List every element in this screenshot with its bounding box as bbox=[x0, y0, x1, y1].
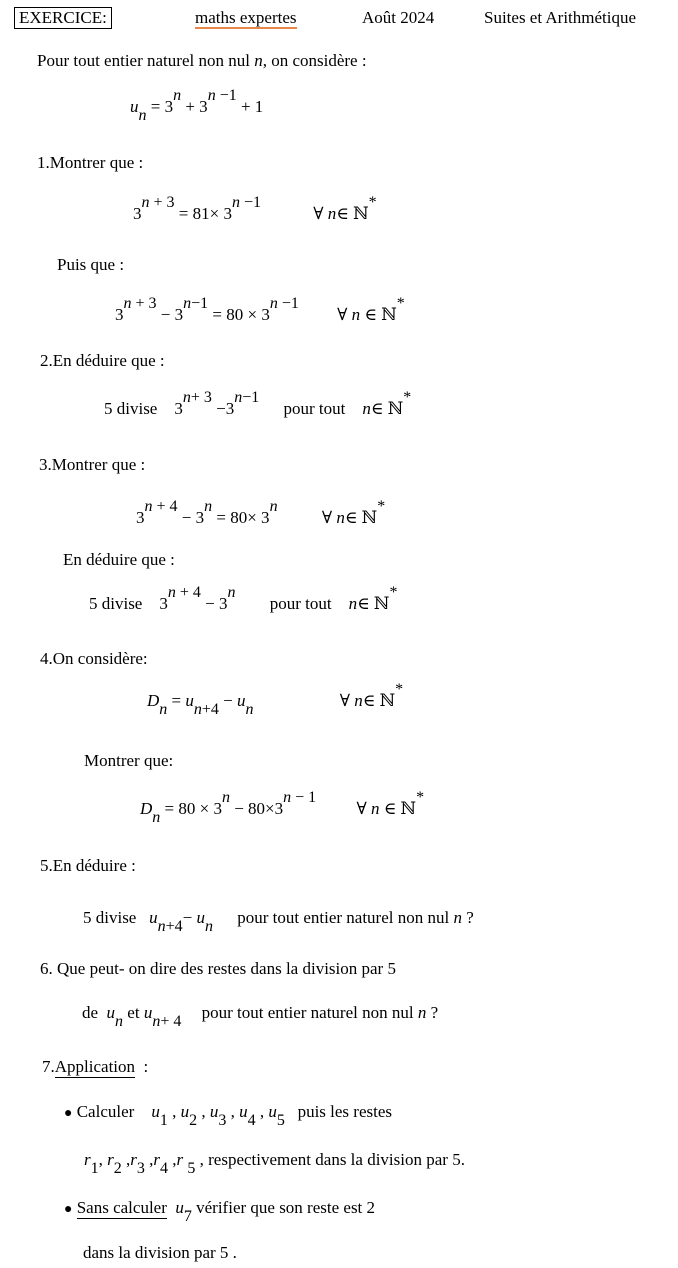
formula-q2: 5 divise $3^{n+ 3} -3^{n-1}$ pour tout n∈ ℕ* bbox=[104, 389, 412, 418]
q7-last-line: dans la division par 5 . bbox=[83, 1243, 237, 1262]
formula-q4-expr: $D_n = 80 \times 3^n - 80\times 3^{n - 1}$ ∀ n ∈ ℕ* bbox=[140, 789, 425, 826]
date-label: Août 2024 bbox=[362, 8, 435, 27]
formula-q1a: $3^{n + 3} = 81\times 3^{n -1}$ ∀ n∈ ℕ* bbox=[133, 194, 377, 223]
formula-q3: $3^{n + 4} - 3^n = 80\times 3^n$ ∀ n∈ ℕ* bbox=[136, 498, 386, 527]
q7-heading: 7.Application : bbox=[42, 1057, 149, 1076]
exercise-label: EXERCICE: bbox=[14, 7, 112, 29]
q6-line1: 6. Que peut- on dire des restes dans la division par 5 bbox=[40, 959, 396, 978]
formula-q3b: 5 divise $3^{n + 4} - 3^n$ pour tout n∈ ℕ* bbox=[89, 584, 398, 613]
q3-label: 3.Montrer que : bbox=[39, 455, 146, 474]
q3-deduce: En déduire que : bbox=[63, 550, 175, 569]
subject-label: maths expertes bbox=[195, 8, 297, 27]
q7-remainders: $r_1$, $r_2$ $,r_3$ $,r_4$ ,r $_5$ , respectivement dans la division par 5. bbox=[84, 1150, 465, 1177]
q4-show: Montrer que: bbox=[84, 751, 174, 770]
q2-label: 2.En déduire que : bbox=[40, 351, 165, 370]
bullet-icon: ● bbox=[64, 1202, 73, 1217]
formula-un: $u_n = 3^n + 3^{n -1} + 1$ bbox=[130, 87, 264, 124]
q5-label: 5.En déduire : bbox=[40, 856, 136, 875]
formula-q6: de $u_n$ et $u_{n+ 4}$ pour tout entier naturel non nul n ? bbox=[82, 1003, 439, 1030]
bullet-icon: ● bbox=[64, 1106, 73, 1121]
formula-q5: 5 divise $u_{n+4}- u_n$ pour tout entier naturel non nul n ? bbox=[83, 908, 474, 935]
q1-then: Puis que : bbox=[57, 255, 125, 274]
q4-label: 4.On considère: bbox=[40, 649, 148, 668]
q1-label: 1.Montrer que : bbox=[37, 153, 144, 172]
q7-bullet1: ● Calculer $u_1$ , $u_2$ , $u_3$ , $u_4$ , $u_5$ puis les restes bbox=[64, 1102, 392, 1129]
formula-q1b: $3^{n + 3} - 3^{n-1} = 80 \times 3^{n -1}$ ∀ n ∈ ℕ* bbox=[115, 295, 405, 324]
formula-q4-dn: $D_n = u_{n+4} - u_n$ ∀ n∈ ℕ* bbox=[147, 681, 404, 718]
q7-bullet2: ● Sans calculer $u_7$ vérifier que son reste est 2 bbox=[64, 1198, 376, 1225]
intro-text: Pour tout entier naturel non nul n, on considère : bbox=[37, 51, 367, 70]
topic-label: Suites et Arithmétique bbox=[484, 8, 637, 27]
